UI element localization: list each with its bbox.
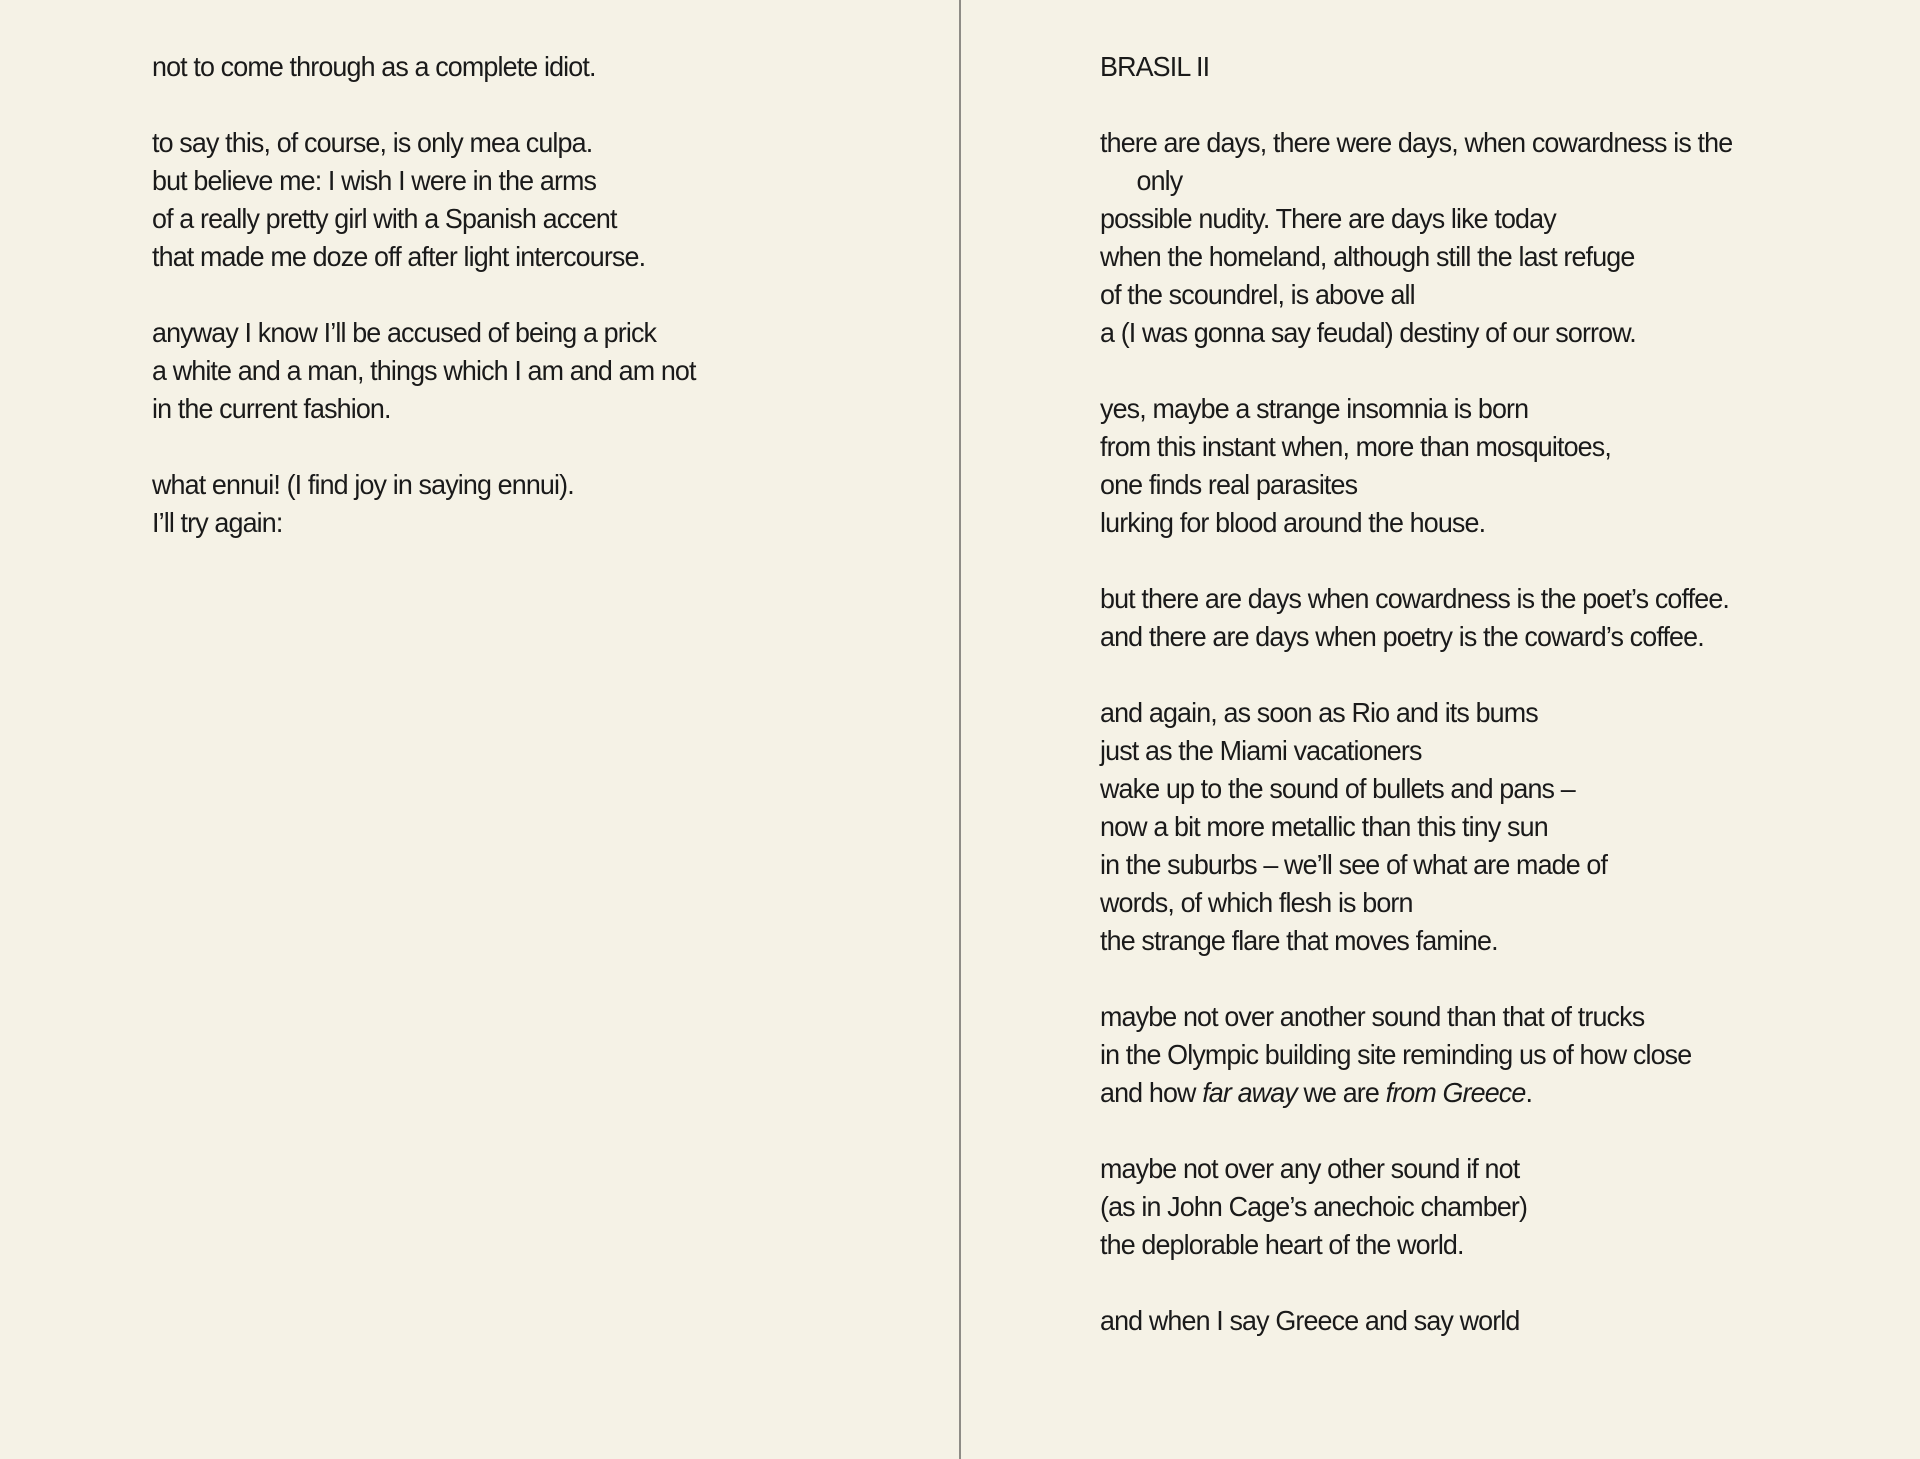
poem-line: in the Olympic building site reminding us of how close [1100,1039,1692,1070]
poem-line: wake up to the sound of bullets and pans – [1100,773,1575,804]
poem-line: the deplorable heart of the world. [1100,1229,1464,1260]
poem-title: BRASIL II [1100,51,1210,82]
poem-line: of the scoundrel, is above all [1100,279,1415,310]
poem-line: one finds real parasites [1100,469,1358,500]
poem-line: but there are days when cowardness is the poet’s coffee. [1100,583,1730,614]
poem-line: in the suburbs – we’ll see of what are made of [1100,849,1608,880]
poem-line: just as the Miami vacationers [1100,735,1422,766]
poem-line: and when I say Greece and say world [1100,1305,1520,1336]
poem-line: what ennui! (I find joy in saying ennui). [152,469,574,500]
stanza-break [1100,352,1732,390]
poem-line: in the current fashion. [152,393,391,424]
poem-line: when the homeland, although still the last refuge [1100,241,1635,272]
stanza-break [1100,656,1732,694]
stanza-break [152,276,696,314]
poem-line: of a really pretty girl with a Spanish accent [152,203,617,234]
poem-line: maybe not over any other sound if not [1100,1153,1520,1184]
poem-line: to say this, of course, is only mea culpa. [152,127,593,158]
poem-line: a (I was gonna say feudal) destiny of our sorrow. [1100,317,1636,348]
italic-segment-far-away: far away [1202,1077,1297,1108]
poem-line: now a bit more metallic than this tiny sun [1100,811,1548,842]
poem-line: possible nudity. There are days like today [1100,203,1556,234]
stanza-break [1100,960,1732,998]
poem-line: there are days, there were days, when cowardness is the [1100,127,1733,158]
poem-line-continuation: only [1136,165,1183,196]
poem-line: I’ll try again: [152,507,283,538]
page-gutter-divider [959,0,961,1459]
poem-line: from this instant when, more than mosquitoes, [1100,431,1611,462]
right-page [1100,48,1732,1340]
stanza-break [1100,542,1732,580]
italic-segment-from-greece: from Greece [1385,1077,1526,1108]
stanza-break [152,428,696,466]
poem-line: anyway I know I’ll be accused of being a prick [152,317,657,348]
text-segment: and how [1100,1077,1203,1108]
stanza-break [152,86,696,124]
poem-line: the strange flare that moves famine. [1100,925,1498,956]
poem-line: lurking for blood around the house. [1100,507,1486,538]
poem-line: and again, as soon as Rio and its bums [1100,697,1538,728]
stanza-break [1100,86,1732,124]
poem-line: words, of which flesh is born [1100,887,1413,918]
poem-line-with-italics [1100,1074,1732,1112]
poem-line: and there are days when poetry is the coward’s coffee. [1100,621,1704,652]
poem-line: maybe not over another sound than that of trucks [1100,1001,1645,1032]
poem-line: a white and a man, things which I am and am not [152,355,696,386]
poem-line: that made me doze off after light intercourse. [152,241,646,272]
text-segment: . [1525,1077,1533,1108]
text-segment: we are [1296,1077,1386,1108]
poem-line: but believe me: I wish I were in the arms [152,165,597,196]
poem-line: not to come through as a complete idiot. [152,51,596,82]
poem-line: yes, maybe a strange insomnia is born [1100,393,1529,424]
left-page [152,48,696,542]
stanza-break [1100,1264,1732,1302]
poem-line: (as in John Cage’s anechoic chamber) [1100,1191,1528,1222]
stanza-break [1100,1112,1732,1150]
